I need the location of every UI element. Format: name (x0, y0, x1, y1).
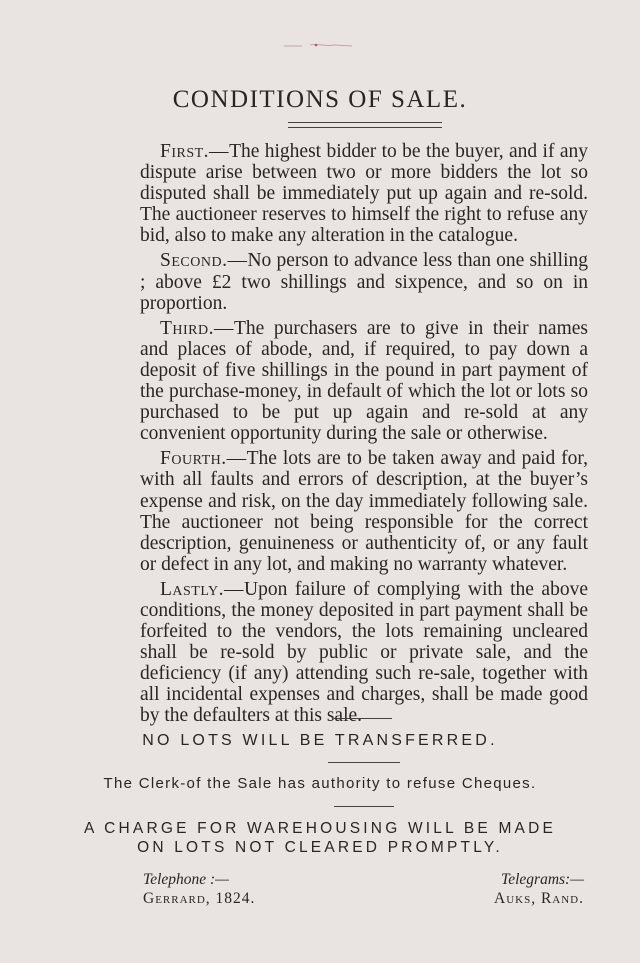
no-transfer-notice: NO LOTS WILL BE TRANSFERRED. (142, 732, 498, 749)
condition-text: Upon failure of complying with the above conditions, the money deposited in part payment shall be forfeited to the vendors, the lots remaining uncleared shall be re-sold by public or private sale, and the deficiency (if any) attending such re-sale, together with all incidental expenses and charges, shall be made good by the defaulters at this sale. (140, 578, 588, 727)
warehousing-notice (0, 819, 640, 857)
condition-lastly (140, 579, 588, 727)
warehousing-line-1: A CHARGE FOR WAREHOUSING WILL BE MADE (83, 820, 557, 837)
condition-heading: Third.— (160, 317, 235, 339)
conditions-list (140, 141, 588, 731)
telephone-block (143, 870, 255, 908)
telegrams-block (494, 870, 584, 908)
condition-heading: First.— (160, 141, 230, 162)
title-double-rule (288, 122, 442, 128)
cheques-notice: The Clerk-of the Sale has authority to refuse Cheques. (103, 775, 537, 792)
condition-heading: Lastly.— (160, 578, 244, 600)
condition-heading: Second.— (160, 250, 248, 272)
divider-rule (334, 806, 394, 807)
warehousing-line-2: ON LOTS NOT CLEARED PROMPTLY. (137, 839, 503, 856)
divider-rule (328, 762, 400, 763)
page-title: CONDITIONS OF SALE. (172, 86, 468, 113)
condition-text: The purchasers are to give in their names and places of abode, and, if required, to pay down a deposit of five shillings in the pound in part payment of the purchase-money, in default of which the lot or lots so purchased to be put up again and re-sold at any convenient opportunity during the sale or otherwise. (140, 317, 588, 445)
ink-mark (282, 40, 362, 50)
condition-text: The lots are to be taken away and paid for, with all faults and errors of description, at the buyer’s expense and risk, on the day immediately following sale. The auctioneer not being responsible for the correct description, genuineness or authenticity of, or any fault or defect in any lot, and making no warranty whatever. (140, 448, 588, 575)
condition-text: No person to advance less than one shilling ; above £2 two shillings and sixpence, and so on in proportion. (140, 250, 588, 314)
divider-rule (334, 718, 392, 719)
telephone-label: Telephone :— (143, 871, 229, 888)
telephone-value: Gerrard, 1824. (143, 890, 256, 907)
condition-heading: Fourth.— (160, 448, 247, 470)
condition-text: The highest bidder to be the buyer, and if any dispute arise between two or more bidders the lot so disputed shall be immediately put up again and re-sold. The auctioneer reserves to himself the right to refuse any bid, also to make any alteration in the catalogue. (140, 141, 588, 247)
condition-fourth (140, 448, 588, 575)
condition-second (140, 250, 588, 313)
condition-first (140, 141, 588, 246)
telegrams-label: Telegrams:— (501, 871, 584, 888)
condition-third (140, 318, 588, 445)
telegrams-value: Auks, Rand. (494, 890, 584, 907)
